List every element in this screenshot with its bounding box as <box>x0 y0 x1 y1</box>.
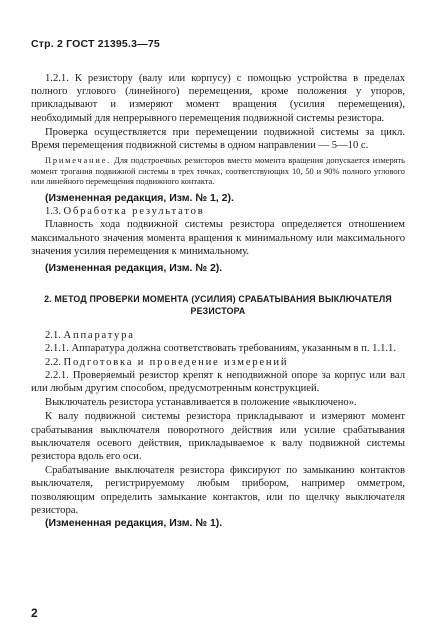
heading-2-2-text: Подготовка и проведение измерений <box>63 356 289 368</box>
section-2-title: 2. МЕТОД ПРОВЕРКИ МОМЕНТА (УСИЛИЯ) СРАБАТЫВАНИЯ ВЫКЛЮЧАТЕЛЯ РЕЗИСТОРА <box>44 294 392 317</box>
note-label: Примечание. <box>45 156 112 166</box>
paragraph-check: Проверка осуществляется при перемещении подвижной системы за цикл. Время перемещения подвижной системы в одном направлении — 5—10 с. <box>31 126 405 152</box>
heading-1-3-number: 1.3. <box>45 206 64 218</box>
paragraph-apply-moment: К валу подвижной системы резистора прикладывают и измеряют момент срабатывания выключателя поворотного действия или усилие срабатывания выключателя осевого действия, прикладываемое к валу подвижной системы резистора вдоль его оси. <box>31 411 405 463</box>
edit-note-2: (Измененная редакция, Изм. № 2). <box>45 262 223 275</box>
heading-1-3-text: Обработка результатов <box>63 206 205 218</box>
paragraph-2-2-1: 2.2.1. Проверяемый резистор крепят к неподвижной опоре за корпус или вал или любым другим способом, предусмотренным конструкцией. <box>31 369 405 395</box>
heading-2-2 <box>31 356 405 369</box>
paragraph-1-2-1: 1.2.1. К резистору (валу или корпусу) с помощью устройства в пределах полного углового (линейного) перемещения, кроме положения у упоров, прикладывают и измеряют момент вращения (усилия перемещения), необходимый для непрерывного перемещения подвижной системы резистора. <box>31 73 405 124</box>
page-number: 2 <box>31 606 38 620</box>
heading-2-2-number: 2.2. <box>45 356 64 368</box>
paragraph-fix-operation: Срабатывание выключателя резистора фиксируют по замыканию контактов выключателя, регистрируемому любым прибором, например омметром, позволяющим определить замыкание контактов, или по щелчку выключателя резистора. <box>31 465 405 516</box>
note <box>31 156 405 188</box>
note-text: Для подстроечных резисторов вместо момента вращения допускается измерять момент трогания подвижной системы в трех точках, соответствующих 10, 50 и 90% полного углового или линейного перемещения подвижного контакта. <box>31 156 405 187</box>
edit-note-1: (Измененная редакция, Изм. № 1, 2). <box>45 192 234 204</box>
heading-1-3 <box>31 205 405 218</box>
paragraph-2-1-1: 2.1.1. Аппаратура должна соответствовать требованиям, указанным в п. 1.1.1. <box>45 343 397 355</box>
heading-2-1 <box>31 329 405 342</box>
paragraph-switch-position: Выключатель резистора устанавливается в положение «выключено». <box>45 397 357 409</box>
page-header: Стр. 2 ГОСТ 21395.3—75 <box>31 38 160 50</box>
heading-2-1-number: 2.1. <box>45 330 64 342</box>
heading-2-1-text: Аппаратура <box>63 330 135 342</box>
paragraph-smoothness: Плавность хода подвижной системы резистора определяется отношением максимального значения момента вращения к минимальному или максимального значения усилия перемещения к минимальному. <box>31 219 405 257</box>
edit-note-3: (Измененная редакция, Изм. № 1). <box>45 517 223 530</box>
